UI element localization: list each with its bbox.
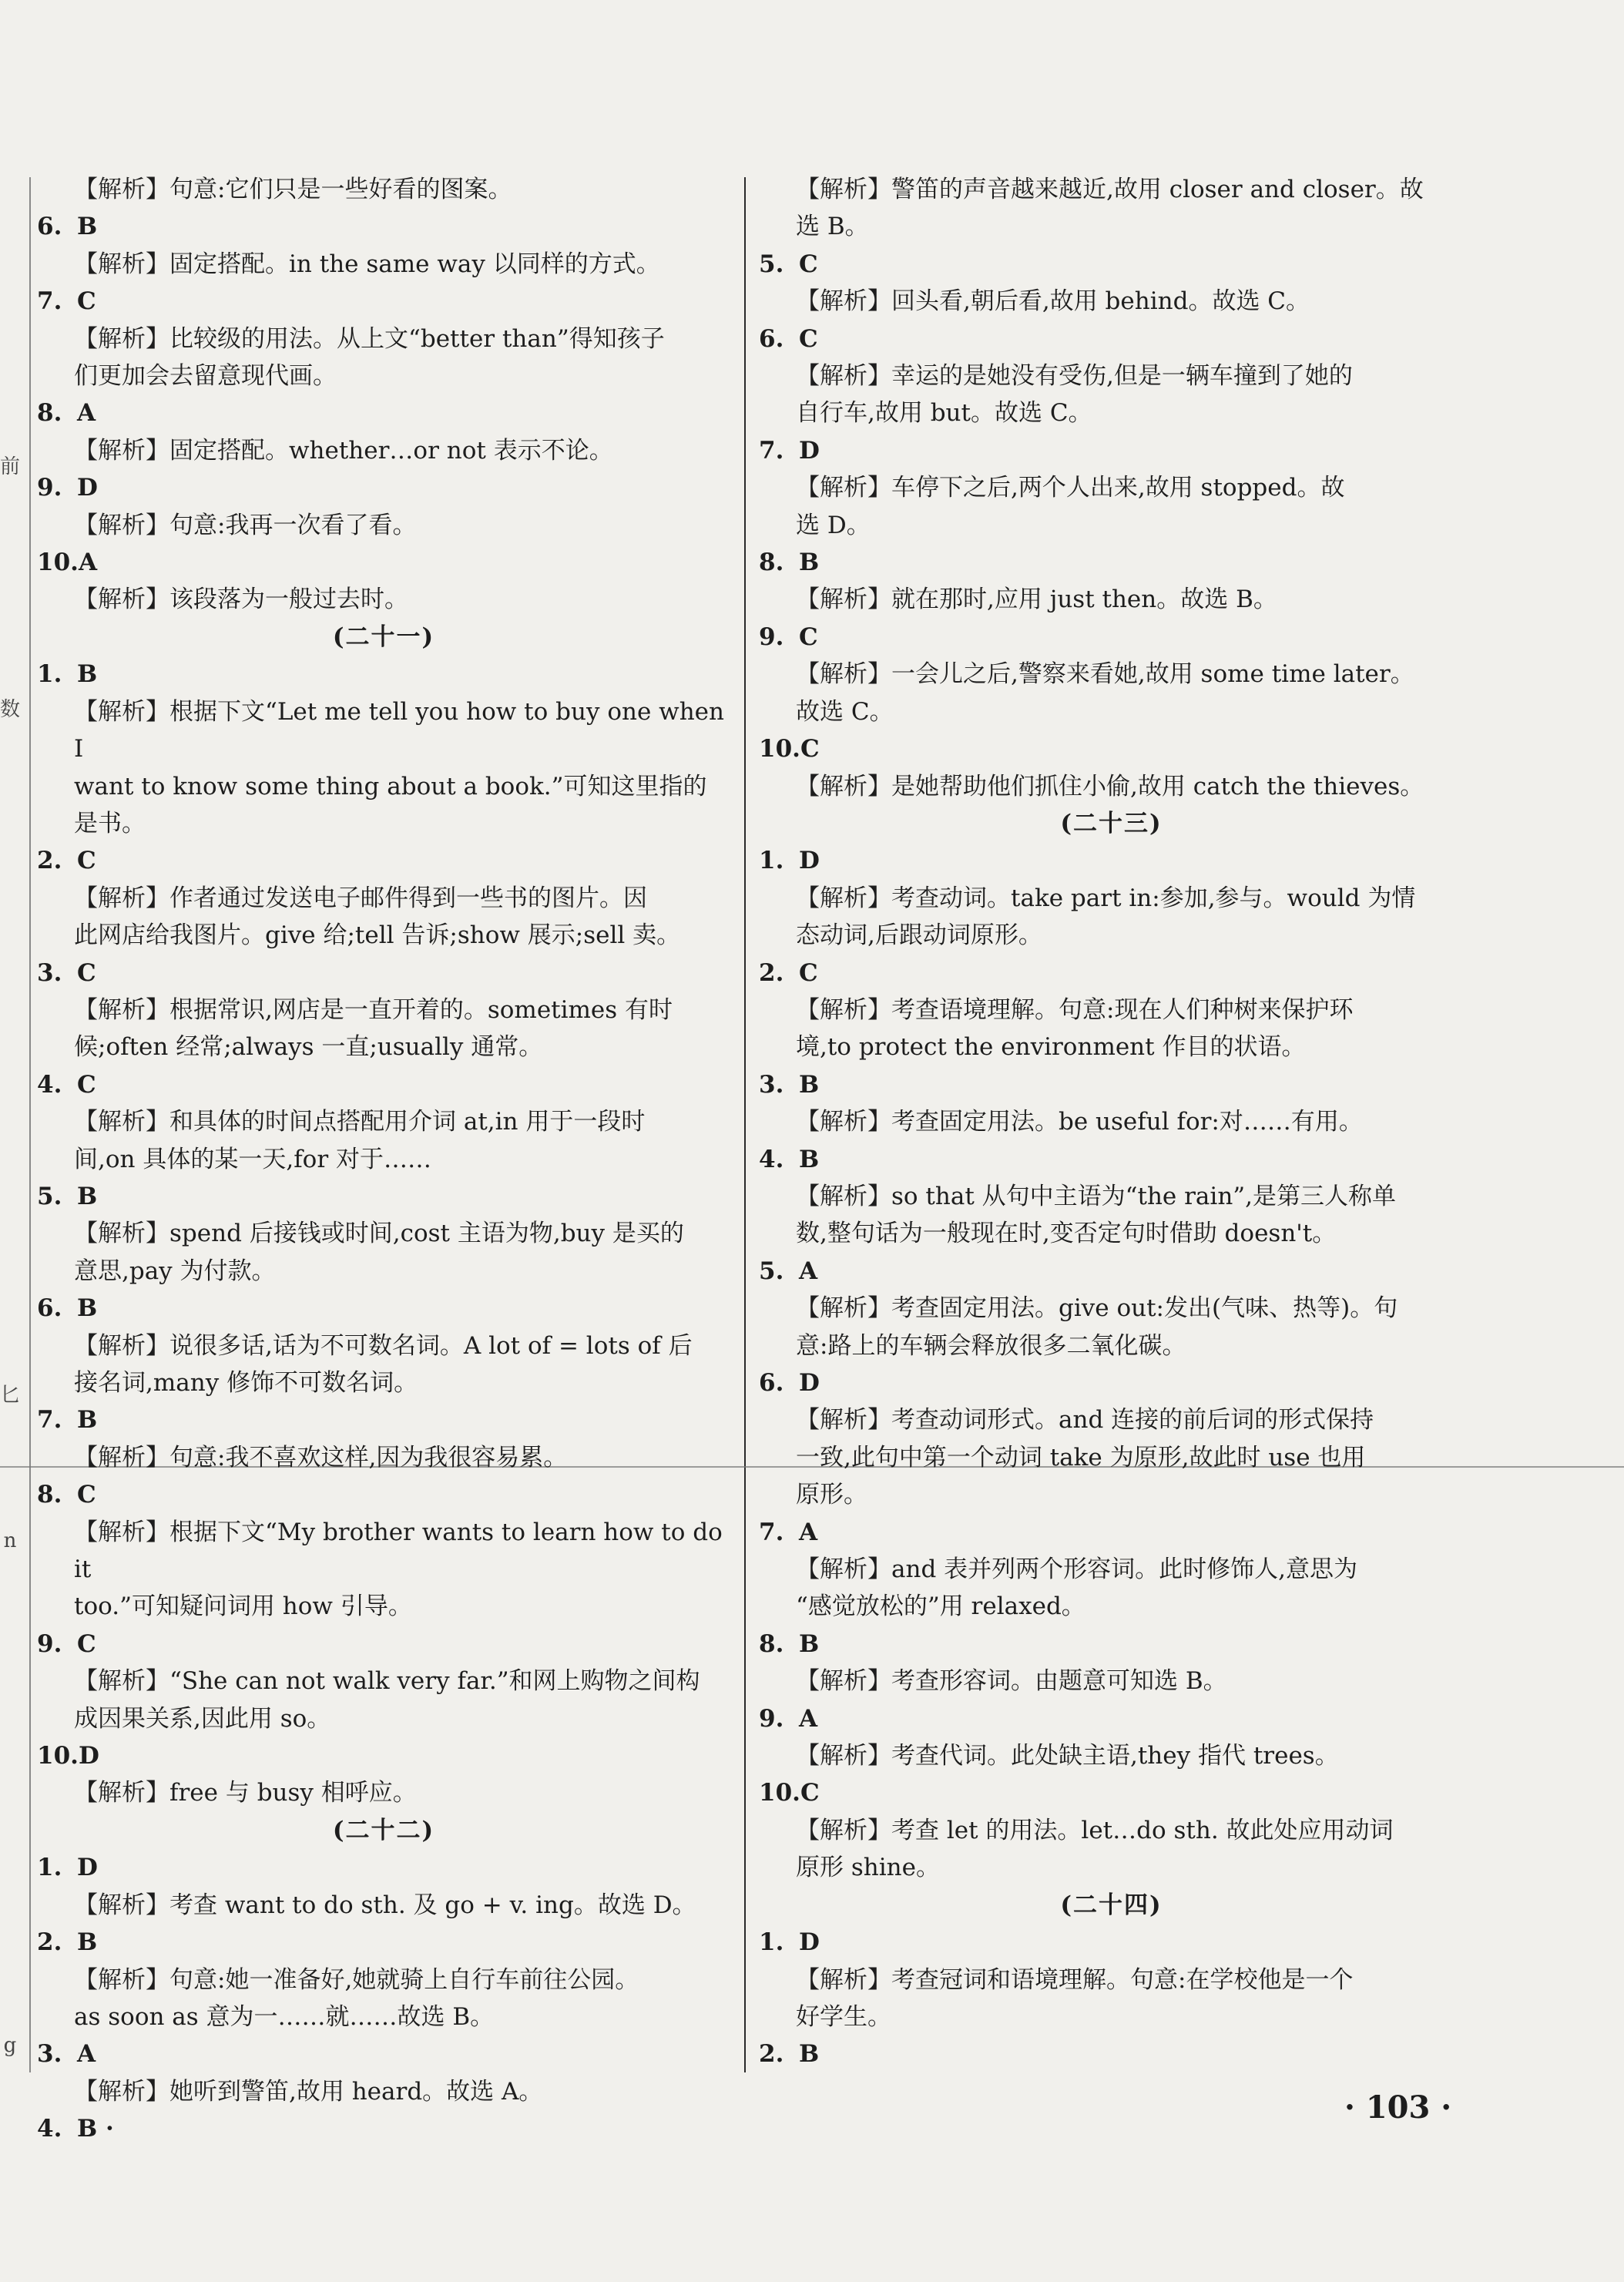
explanation-line: 数,整句话为一般现在时,变否定句时借助 doesn't。 — [796, 1220, 1337, 1248]
question-number: 9. — [37, 474, 62, 502]
answer-choice: C — [77, 958, 96, 987]
explanation-line: 【解析】她听到警笛,故用 heard。故选 A。 — [74, 2077, 543, 2106]
answer-line — [759, 1253, 1464, 1290]
answer-line — [759, 1626, 1464, 1663]
answer-choice: C — [799, 623, 818, 651]
answer-line — [759, 1066, 1464, 1103]
explanation-line: 态动词,后跟动词原形。 — [796, 921, 1042, 950]
answer-choice: B — [77, 1182, 98, 1210]
answer-choice: A — [799, 1704, 818, 1733]
answer-choice: B — [77, 213, 98, 241]
edge-mark: g — [3, 2034, 17, 2057]
explanation-line: 原形 shine。 — [796, 1854, 940, 1882]
answer-choice: A — [77, 399, 96, 428]
explanation-line: 【解析】说很多话,话为不可数名词。A lot of = lots of 后 — [74, 1331, 693, 1360]
explanation-line: 【解析】根据常识,网店是一直开着的。sometimes 有时 — [74, 995, 673, 1024]
question-number: 4. — [759, 1145, 784, 1173]
explanation-line: 【解析】作者通过发送电子邮件得到一些书的图片。因 — [74, 884, 647, 912]
question-number: 3. — [37, 2040, 62, 2069]
question-number: 8. — [759, 1629, 784, 1658]
question-number: 10. — [759, 735, 800, 763]
question-number: 1. — [37, 1854, 62, 1882]
question-number: 10. — [37, 549, 79, 577]
answer-line — [37, 544, 730, 581]
explanation-line: 【解析】就在那时,应用 just then。故选 B。 — [796, 586, 1277, 614]
answer-line — [37, 1066, 730, 1103]
explanation-line: 意:路上的车辆会释放很多二氧化碳。 — [796, 1331, 1186, 1360]
question-number: 5. — [37, 1182, 62, 1210]
answer-choice: C — [77, 847, 96, 875]
edge-mark: 数 — [0, 698, 21, 721]
answer-line — [37, 1626, 730, 1663]
question-number: 9. — [759, 623, 784, 651]
question-number: 5. — [759, 250, 784, 278]
answer-line — [759, 432, 1464, 469]
answer-line — [759, 1924, 1464, 1961]
question-number: 7. — [759, 1518, 784, 1546]
answer-line — [759, 1364, 1464, 1401]
answer-choice: B — [799, 549, 820, 577]
explanation-line: 【解析】so that 从句中主语为“the rain”,是第三人称单 — [796, 1182, 1396, 1210]
explanation-line: 们更加会去留意现代画。 — [74, 362, 337, 391]
answer-choice: C — [799, 250, 818, 278]
explanation-line: 【解析】固定搭配。in the same way 以同样的方式。 — [74, 250, 660, 278]
question-number: 3. — [37, 958, 62, 987]
answer-choice: D — [799, 847, 820, 875]
explanation-line: 成因果关系,因此用 so。 — [74, 1704, 331, 1733]
explanation-line: 【解析】考查固定用法。be useful for:对……有用。 — [796, 1108, 1363, 1136]
explanation-line: 选 D。 — [796, 511, 871, 539]
answer-line — [37, 656, 730, 693]
answer-line — [37, 842, 730, 879]
explanation-line: 【解析】free 与 busy 相呼应。 — [74, 1779, 417, 1807]
explanation-line: 【解析】spend 后接钱或时间,cost 主语为物,buy 是买的 — [74, 1220, 684, 1248]
explanation-line: 【解析】考查形容词。由题意可知选 B。 — [796, 1667, 1227, 1696]
explanation-line: 境,to protect the environment 作目的状语。 — [796, 1033, 1306, 1062]
answer-choice: D — [77, 1854, 98, 1882]
explanation-line: 【解析】警笛的声音越来越近,故用 closer and closer。故 — [796, 176, 1424, 203]
answer-line — [37, 469, 730, 506]
answer-choice: B — [799, 1070, 820, 1099]
answer-line — [759, 730, 1464, 767]
explanation-line: 【解析】考查 let 的用法。let…do sth. 故此处应用动词 — [796, 1816, 1394, 1844]
question-number: 6. — [37, 213, 62, 241]
question-number: 1. — [37, 660, 62, 689]
explanation-line: 【解析】考查动词。take part in:参加,参与。would 为情 — [796, 884, 1416, 912]
answer-line — [759, 619, 1464, 656]
explanation-line: 【解析】固定搭配。whether…or not 表示不论。 — [74, 436, 613, 465]
explanation-line: 【解析】考查冠词和语境理解。句意:在学校他是一个 — [796, 1965, 1354, 1994]
answer-choice: A — [799, 1257, 818, 1285]
explanation-line: 【解析】“She can not walk very far.”和网上购物之间构 — [74, 1667, 700, 1696]
answer-line — [37, 1178, 730, 1215]
answer-line — [37, 1290, 730, 1327]
explanation-line: 【解析】句意:她一准备好,她就骑上自行车前往公园。 — [74, 1965, 639, 1994]
explanation-line: 【解析】幸运的是她没有受伤,但是一辆车撞到了她的 — [796, 362, 1353, 391]
explanation-line: 【解析】考查 want to do sth. 及 go + v. ing。故选 D。 — [74, 1891, 696, 1919]
explanation-line: as soon as 意为一……就……故选 B。 — [74, 2002, 495, 2031]
question-number: 10. — [37, 1742, 79, 1770]
explanation-line: 【解析】该段落为一般过去时。 — [74, 586, 408, 614]
answer-choice: C — [77, 287, 96, 316]
answer-choice: C — [799, 324, 818, 353]
answer-line — [759, 1774, 1464, 1811]
explanation-line: “感觉放松的”用 relaxed。 — [796, 1592, 1085, 1621]
answer-choice: D — [799, 436, 820, 465]
page-number: · 103 · — [1344, 2089, 1452, 2126]
answer-line — [37, 2035, 730, 2072]
answer-line — [37, 955, 730, 992]
explanation-line: 【解析】比较级的用法。从上文“better than”得知孩子 — [74, 324, 665, 353]
section-heading: (二十三) — [1060, 809, 1163, 837]
answer-choice: C — [800, 1779, 820, 1807]
answer-choice: C — [77, 1629, 96, 1658]
edge-mark: n — [3, 1529, 17, 1552]
answer-choice: C — [77, 1481, 96, 1509]
answer-line — [37, 1737, 730, 1774]
question-number: 6. — [759, 324, 784, 353]
question-number: 9. — [37, 1629, 62, 1658]
explanation-line: 好学生。 — [796, 2002, 891, 2031]
answer-line — [759, 842, 1464, 879]
answer-line — [759, 2035, 1464, 2072]
question-number: 1. — [759, 847, 784, 875]
answer-choice: D — [799, 1369, 820, 1397]
explanation-line: 意思,pay 为付款。 — [74, 1257, 276, 1285]
left-column — [37, 171, 730, 2148]
explanation-line: 间,on 具体的某一天,for 对于…… — [74, 1145, 432, 1173]
question-number: 8. — [37, 1481, 62, 1509]
answer-line — [37, 208, 730, 245]
explanation-line: 原形。 — [796, 1481, 867, 1509]
answer-choice: A — [77, 2040, 96, 2069]
answer-line — [759, 320, 1464, 357]
question-number: 8. — [759, 549, 784, 577]
section-heading: (二十一) — [332, 623, 435, 651]
answer-choice: D — [78, 1742, 99, 1770]
question-number: 9. — [759, 1704, 784, 1733]
answer-choice: B — [799, 1629, 820, 1658]
question-number: 5. — [759, 1257, 784, 1285]
answer-line — [37, 283, 730, 320]
question-number: 8. — [37, 399, 62, 428]
answer-line — [759, 955, 1464, 992]
explanation-line: 【解析】and 表并列两个形容词。此时修饰人,意思为 — [796, 1555, 1357, 1584]
question-number: 1. — [759, 1928, 784, 1957]
explanation-line: 【解析】考查代词。此处缺主语,they 指代 trees。 — [796, 1742, 1339, 1770]
answer-choice: D — [799, 1928, 820, 1957]
answer-choice: B — [799, 2040, 820, 2069]
section-heading: (二十二) — [332, 1816, 435, 1844]
answer-choice: B · — [77, 2115, 114, 2143]
question-number: 6. — [37, 1294, 62, 1323]
explanation-line: 故选 C。 — [796, 697, 894, 726]
explanation-line: 【解析】考查固定用法。give out:发出(气味、热等)。句 — [796, 1294, 1398, 1323]
answer-choice: C — [800, 735, 820, 763]
answer-line — [37, 1924, 730, 1961]
explanation-line: 【解析】根据下文“My brother wants to learn how to do it — [74, 1518, 723, 1584]
answer-choice: C — [77, 1070, 96, 1099]
answer-line — [759, 544, 1464, 581]
edge-mark: 匕 — [0, 1384, 21, 1407]
answer-line — [759, 1141, 1464, 1178]
explanation-line: want to know some thing about a book.”可知这里指的 — [74, 772, 707, 800]
question-number: 6. — [759, 1369, 784, 1397]
question-number: 4. — [37, 1070, 62, 1099]
question-number: 2. — [759, 2040, 784, 2069]
answer-line — [37, 394, 730, 431]
question-number: 10. — [759, 1779, 800, 1807]
question-number: 4. — [37, 2115, 62, 2143]
section-heading: (二十四) — [1060, 1891, 1163, 1919]
answer-line — [37, 2110, 730, 2147]
explanation-line: 选 B。 — [796, 213, 869, 241]
answer-choice: B — [77, 1406, 98, 1435]
answer-line — [37, 1849, 730, 1886]
answer-line — [37, 1476, 730, 1513]
explanation-line: 接名词,many 修饰不可数名词。 — [74, 1369, 418, 1397]
explanation-line: 此网店给我图片。give 给;tell 告诉;show 展示;sell 卖。 — [74, 921, 681, 950]
explanation-line: 【解析】和具体的时间点搭配用介词 at,in 用于一段时 — [74, 1108, 646, 1136]
explanation-line: 候;often 经常;always 一直;usually 通常。 — [74, 1033, 543, 1062]
answer-choice: A — [799, 1518, 818, 1546]
answer-choice: C — [799, 958, 818, 987]
answer-line — [759, 246, 1464, 283]
answer-line — [759, 1700, 1464, 1737]
question-number: 3. — [759, 1070, 784, 1099]
question-number: 2. — [37, 1928, 62, 1957]
explanation-line: 【解析】是她帮助他们抓住小偷,故用 catch the thieves。 — [796, 772, 1424, 800]
question-number: 7. — [37, 1406, 62, 1435]
column-divider — [744, 177, 746, 2072]
explanation-line: 【解析】车停下之后,两个人出来,故用 stopped。故 — [796, 474, 1345, 502]
answer-line — [37, 1401, 730, 1438]
answer-line — [759, 1514, 1464, 1551]
answer-choice: A — [78, 549, 97, 577]
answer-choice: B — [77, 660, 98, 689]
explanation-line: 【解析】考查动词形式。and 连接的前后词的形式保持 — [796, 1406, 1374, 1435]
question-number: 7. — [759, 436, 784, 465]
right-column — [759, 171, 1464, 2073]
explanation-line: 一致,此句中第一个动词 take 为原形,故此时 use 也用 — [796, 1443, 1366, 1472]
explanation-line: 【解析】一会儿之后,警察来看她,故用 some time later。 — [796, 660, 1414, 689]
explanation-line: 【解析】句意:我再一次看了看。 — [74, 511, 417, 539]
explanation-line: 【解析】根据下文“Let me tell you how to buy one when I — [74, 697, 724, 763]
answer-choice: B — [799, 1145, 820, 1173]
explanation-line: 【解析】回头看,朝后看,故用 behind。故选 C。 — [796, 287, 1310, 316]
edge-mark: 前 — [0, 455, 21, 478]
answer-choice: B — [77, 1928, 98, 1957]
explanation-line: 【解析】考查语境理解。句意:现在人们种树来保护环 — [796, 995, 1354, 1024]
question-number: 2. — [37, 847, 62, 875]
explanation-line: too.”可知疑问词用 how 引导。 — [74, 1592, 412, 1621]
explanation-line: 是书。 — [74, 809, 146, 837]
explanation-line: 【解析】句意:我不喜欢这样,因为我很容易累。 — [74, 1443, 568, 1472]
explanation-line: 【解析】句意:它们只是一些好看的图案。 — [74, 176, 512, 203]
question-number: 7. — [37, 287, 62, 316]
answer-choice: D — [77, 474, 98, 502]
explanation-line: 自行车,故用 but。故选 C。 — [796, 399, 1092, 428]
answer-choice: B — [77, 1294, 98, 1323]
left-margin-rule — [29, 177, 31, 2072]
question-number: 2. — [759, 958, 784, 987]
